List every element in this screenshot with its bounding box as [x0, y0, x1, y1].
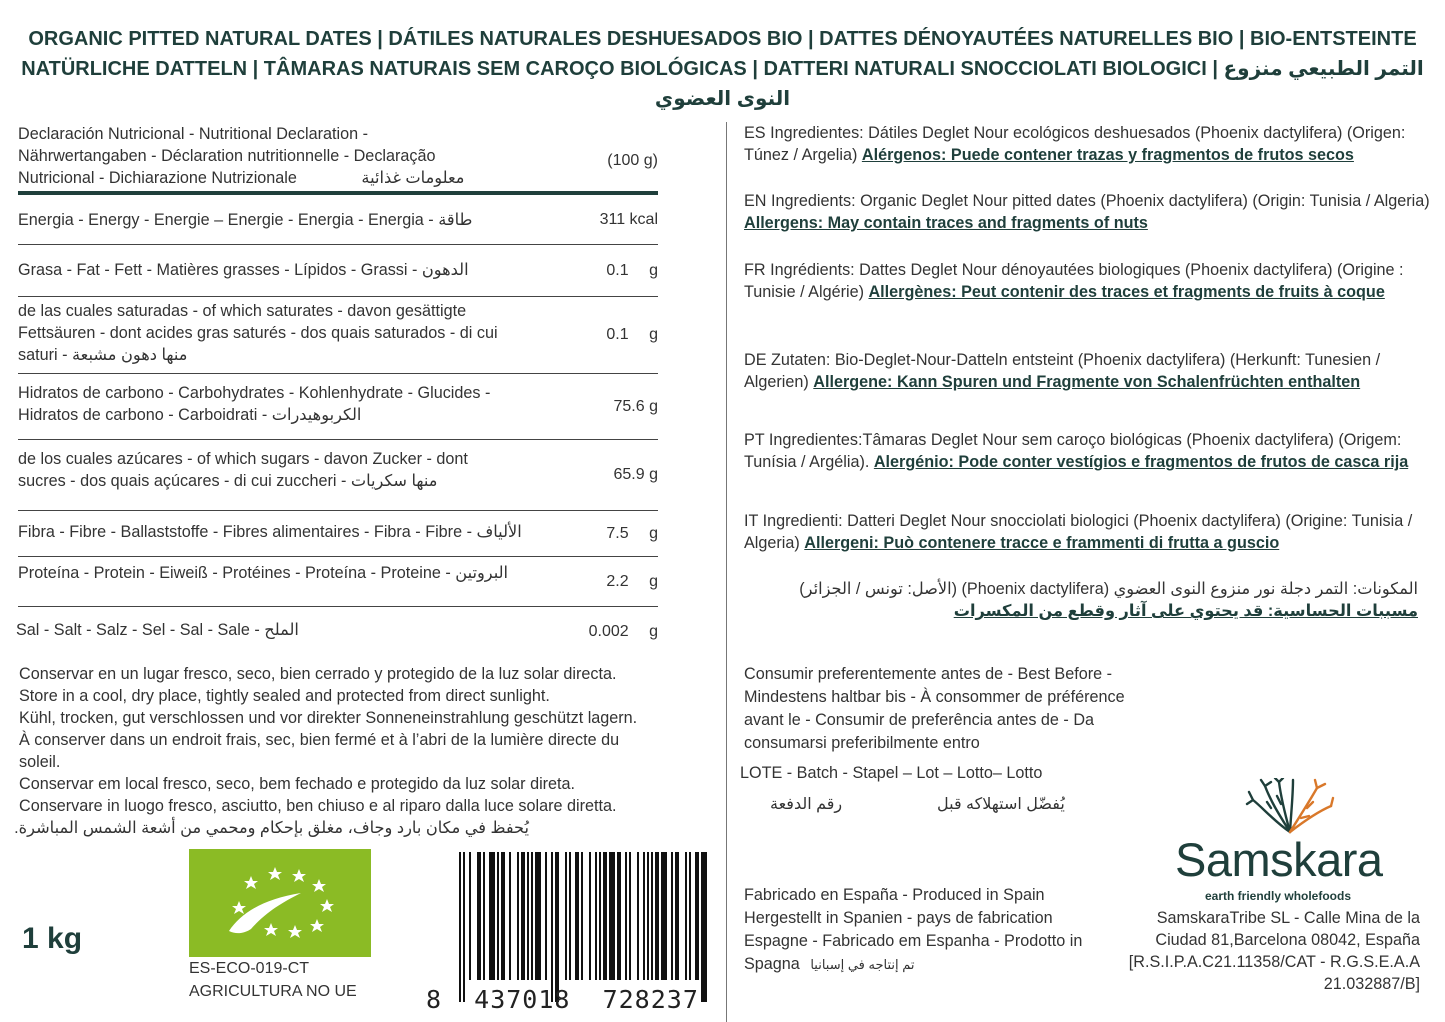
- barcode-bar: [463, 852, 465, 1002]
- barcode-bar: [535, 852, 541, 980]
- barcode-bar: [555, 852, 559, 1002]
- barcode-bar: [685, 852, 687, 980]
- nutrition-header: [18, 120, 658, 195]
- unit: g: [649, 326, 658, 343]
- brand-tagline: earth friendly wholefoods: [1205, 889, 1352, 903]
- barcode-bar: [617, 852, 621, 980]
- barcode-bar: [477, 852, 481, 980]
- barcode-bar: [637, 852, 639, 980]
- barcode-bar: [609, 852, 615, 980]
- barcode-bar: [469, 852, 471, 980]
- allergen-de: Allergene: Kann Spuren und Fragmente von Schalenfrüchten enthalten: [813, 373, 1361, 391]
- allergen-en: Allergens: May contain traces and fragments of nuts: [744, 214, 1148, 232]
- product-title: [20, 24, 1425, 114]
- eu-leaf-stars-icon: [189, 849, 371, 957]
- samskara-coral-icon: [1245, 778, 1335, 834]
- ingredients-en: EN Ingredients: Organic Deglet Nour pitted dates (Phoenix dactylifera) (Origin: Tunisia / Algeria) Allergens: May contain traces and fragments of nuts: [744, 192, 1430, 232]
- value: 0.1: [606, 261, 629, 279]
- barcode-bar: [501, 852, 505, 980]
- barcode-bar: [581, 852, 583, 980]
- barcode-bar: [675, 852, 679, 980]
- best-before-label: Consumir preferentemente antes de - Best Before - Mindestens haltbar bis - À consommer de préférence avant le - Consumir de preferência antes de - Da consumarsi preferibilmente entro: [744, 665, 1125, 752]
- barcode-bar: [483, 852, 485, 980]
- barcode-bar: [625, 852, 627, 980]
- ingredients-fr: FR Ingrédients: Dattes Deglet Nour dénoyautées biologiques (Phoenix dactylifera) (Origine : Tunisie / Algérie) Allergènes: Peut contenir des traces et fragments de fruits à coque: [744, 261, 1404, 301]
- made-in-ar: تم إنتاجه في إسبانيا: [810, 957, 915, 972]
- nutrition-row-fat: Grasa - Fat - Fett - Matières grasses - Lípidos - Grassi - الدهون 0.1 g: [18, 245, 658, 297]
- barcode-bar: [599, 852, 601, 980]
- barcode-bar: [517, 852, 519, 980]
- barcode-bar: [575, 852, 579, 980]
- barcode-bar: [509, 852, 511, 980]
- barcode-digits: 8 437018 728237: [426, 985, 699, 1014]
- storage-ar: يُحفظ في مكان بارد وجاف، مغلق بإحكام ومحمي من أشعة الشمس المباشرة.: [14, 819, 529, 837]
- nutrition-row-salt: Sal - Salt - Salz - Sel - Sal - Sale - الملح 0.002 g: [16, 621, 658, 640]
- barcode-bar: [565, 852, 567, 980]
- barcode-bar: [569, 852, 571, 980]
- title-line-2: NATÜRLICHE DATTELN | TÂMARAS NATURAIS SEM CAROÇO BIOLÓGICAS | DATTERI NATURALI SNOCCIOLATI BIOLOGICI | التمر الطبيعي منزوع: [21, 58, 1424, 80]
- barcode-bar: [527, 852, 529, 980]
- unit: g: [649, 524, 658, 542]
- storage-es: Conservar en un lugar fresco, seco, bien cerrado y protegido de la luz solar directa.: [19, 665, 617, 683]
- nutrition-row-protein: Proteína - Protein - Eiweiß - Protéines - Proteína - Proteine - البروتين 2.2 g: [18, 557, 658, 607]
- storage-instructions: [14, 663, 719, 839]
- storage-de: Kühl, trocken, gut verschlossen und vor direkter Sonneneinstrahlung geschützt lagern.: [19, 709, 638, 727]
- unit: g: [649, 397, 658, 415]
- value: 65.9: [613, 466, 645, 483]
- barcode-bar: [603, 852, 607, 980]
- barcode-bar: [521, 852, 525, 980]
- eu-organic-logo: [189, 849, 371, 957]
- barcode-bar: [647, 852, 649, 980]
- value: 7.5: [606, 524, 629, 542]
- nutrition-row-fibre: Fibra - Fibre - Ballaststoffe - Fibres alimentaires - Fibra - Fibre - الألياف 7.5 g: [18, 511, 658, 557]
- barcode-bar: [655, 852, 659, 980]
- value: 75.6: [613, 397, 645, 415]
- ingredients-ar: المكونات: التمر دجلة نور منزوع النوى العضوي (Phoenix dactylifera) (الأصل: تونس / الجزائر) مسببات الحساسية: قد يحتوي على آثار وقطع من المكسرات: [799, 580, 1418, 620]
- nutrition-row-sugars: de los cuales azúcares - of which sugars - davon Zucker - dont sucres - dos quais açúcares - di cui zuccheri - منها سكريات 65.9 g: [18, 440, 658, 511]
- allergen-it: Allergeni: Può contenere tracce e frammenti di frutta a guscio: [804, 534, 1280, 552]
- nutrition-row-carbohydrates: Hidratos de carbono - Carbohydrates - Kohlenhydrate - Glucides - Hidratos de carbono - Carboidrati - الكربوهيدرات 75.6 g: [18, 374, 658, 440]
- barcode-bar: [701, 852, 707, 1002]
- column-divider: [726, 122, 727, 1022]
- barcode-bar: [531, 852, 533, 980]
- barcode-bar: [629, 852, 631, 980]
- storage-it: Conservare in luogo fresco, asciutto, ben chiuso e al riparo dalla luce solare diretta.: [19, 797, 617, 815]
- unit: g: [649, 466, 658, 483]
- ingredients-es: ES Ingredientes: Dátiles Deglet Nour ecológicos deshuesados (Phoenix dactylifera) (Origen: Túnez / Argelia) Alérgenos: Puede contener trazas y fragmentos de frutos secos: [744, 124, 1406, 164]
- unit: g: [649, 572, 658, 590]
- unit: g: [649, 261, 658, 279]
- unit: kcal: [629, 210, 658, 228]
- barcode-bar: [459, 852, 461, 1002]
- organic-code: ES-ECO-019-CT: [189, 960, 310, 977]
- nutrition-row-energy: Energia - Energy - Energie – Energie - Energia - Energia - طاقة 311 kcal: [18, 195, 658, 245]
- company-address: SamskaraTribe SL - Calle Mina de la Ciudad 81,Barcelona 08042, España [R.S.I.P.A.C21.11358/CAT - R.G.S.E.A.A 21.032887/B]: [1128, 909, 1420, 993]
- barcode-bar: [489, 852, 495, 980]
- barcode-bar: [689, 852, 691, 980]
- brand-name: Samskara: [1175, 833, 1383, 886]
- allergen-es: Alérgenos: Puede contener trazas y fragmentos de frutos secos: [861, 146, 1354, 164]
- organic-control-code: [189, 957, 357, 1003]
- storage-fr: À conserver dans un endroit frais, sec, bien fermé et à l’abri de la lumière directe du: [19, 731, 620, 749]
- allergen-fr: Allergènes: Peut contenir des traces et fragments de fruits à coque: [868, 283, 1385, 301]
- nutrition-header-label: Declaración Nutricional - Nutritional Declaration - Nährwertangaben - Déclaration nutritionnelle - Declaração Nutricional - Dichiarazione Nutrizionale: [18, 125, 436, 187]
- barcode-bar: [551, 852, 553, 1002]
- barcode-bar: [589, 852, 591, 980]
- barcode-bar: [595, 852, 597, 980]
- barcode-bar: [671, 852, 673, 980]
- value: 0.1: [606, 326, 629, 343]
- title-line-3: النوى العضوي: [654, 88, 791, 110]
- value: 311: [599, 210, 626, 228]
- organic-origin: AGRICULTURA NO UE: [189, 983, 357, 1000]
- nutrition-table: [18, 120, 658, 657]
- barcode-bar: [545, 852, 547, 980]
- nutrition-row-saturates: de las cuales saturadas - of which saturates - davon gesättigte Fettsäuren - dont acides gras saturés - dos quais saturados - di cui saturi - منها دهون مشبعة 0.1 g: [18, 297, 658, 374]
- storage-fr-cont: soleil.: [19, 753, 61, 771]
- storage-en: Store in a cool, dry place, tightly sealed and protected from direct sunlight.: [19, 687, 550, 705]
- nutrition-header-label-ar: معلومات غذائية: [361, 169, 465, 187]
- net-weight: 1 kg: [22, 922, 83, 955]
- lot-label-ar: رقم الدفعة: [770, 796, 843, 813]
- best-before-label-ar: يُفضّل استهلاكه قبل: [937, 796, 1065, 813]
- ingredients-it: IT Ingredienti: Datteri Deglet Nour snocciolati biologici (Phoenix dactylifera) (Origine: Tunisia / Algeria) Allergeni: Può contenere tracce e frammenti di frutta a guscio: [744, 512, 1413, 552]
- title-line-1: ORGANIC PITTED NATURAL DATES | DÁTILES NATURALES DESHUESADOS BIO | DATTES DÉNOYAUTÉES NATURELLES BIO | BIO-ENTSTEINTE: [28, 28, 1417, 50]
- barcode-bar: [695, 852, 699, 980]
- ingredients-de: DE Zutaten: Bio-Deglet-Nour-Datteln entsteint (Phoenix dactylifera) (Herkunft: Tunesien / Algerien) Allergene: Kann Spuren und Fragmente von Schalenfrüchten enthalten: [744, 351, 1381, 391]
- value: 2.2: [606, 572, 629, 590]
- barcode-bar: [497, 852, 499, 980]
- value: 0.002: [588, 623, 629, 640]
- lot-label: LOTE - Batch - Stapel – Lot – Lotto– Lotto: [740, 764, 1043, 782]
- ingredients-pt: PT Ingredientes:Tâmaras Deglet Nour sem caroço biológicas (Phoenix dactylifera) (Origem: Tunísia / Argélia). Alergénio: Pode conter vestígios e fragmentos de frutos de casca rija: [744, 431, 1409, 471]
- made-in: Fabricado en España - Produced in Spain Hergestellt in Spanien - pays de fabrication Espagne - Fabricado em Espanha - Prodotto in Spagna تم إنتاجه في إسبانيا: [744, 886, 1083, 973]
- allergen-ar: مسببات الحساسية: قد يحتوي على آثار وقطع من المكسرات: [953, 602, 1418, 620]
- barcode-bar: [651, 852, 653, 980]
- barcode-bar: [643, 852, 645, 980]
- barcode-bar: [661, 852, 667, 980]
- nutrition-header-value: (100 g): [607, 152, 658, 169]
- unit: g: [649, 623, 658, 640]
- storage-pt: Conservar em local fresco, seco, bem fechado e protegido da luz solar direta.: [19, 775, 576, 793]
- allergen-pt: Alergénio: Pode conter vestígios e fragmentos de frutos de casca rija: [873, 453, 1409, 471]
